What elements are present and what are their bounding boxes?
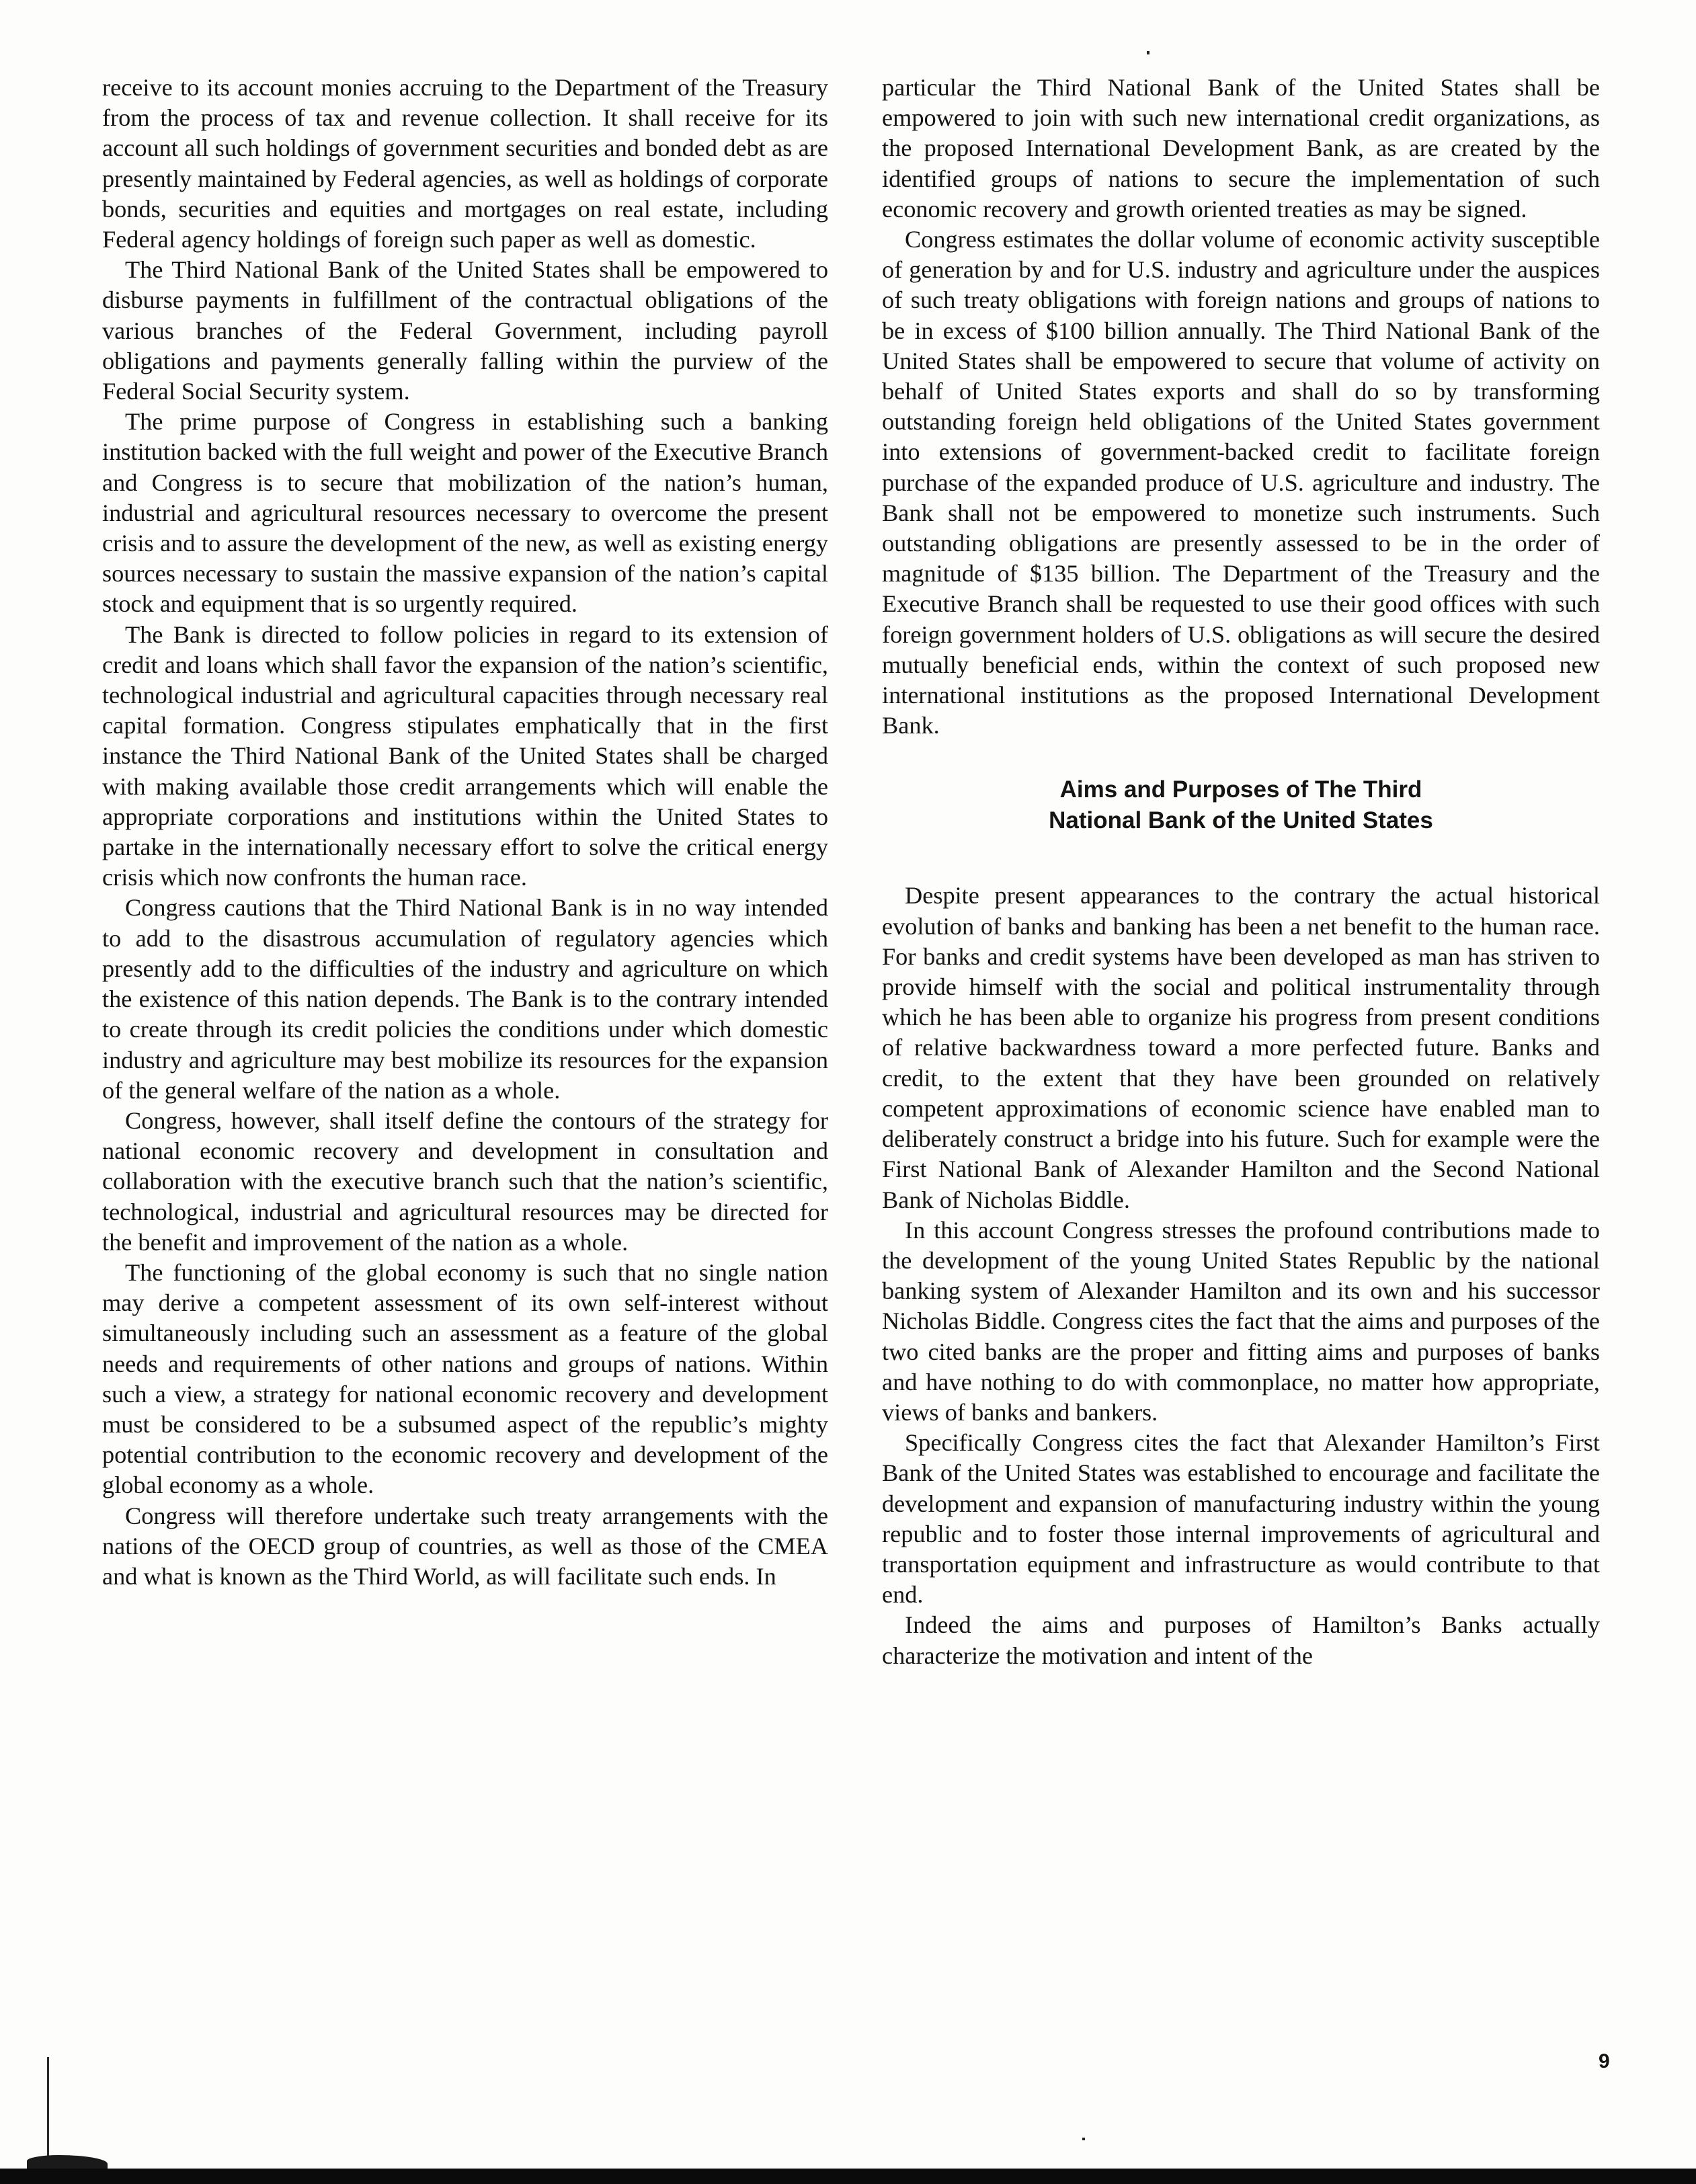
section-heading-line: National Bank of the United States: [1049, 807, 1433, 834]
paragraph: The prime purpose of Congress in establishing such a banking institution backed with the full weight and power of the Executive Branch and Congress is to secure that mobilization of the nation’s human, industrial and agricultural resources necessary to overcome the present crisis and to assure the development of the new, as well as existing energy sources necessary to sustain the massive expansion of the nation’s capital stock and equipment that is so urgently required.: [102, 408, 828, 618]
paragraph: Specifically Congress cites the fact that Alexander Hamilton’s First Bank of the United States was established to encourage and facilitate the development and expansion of manufacturing industry within the young republic and to foster those internal improvements of agricultural and transportation equipment and infrastructure as would contribute to that end.: [882, 1429, 1600, 1609]
paragraph: particular the Third National Bank of the United States shall be empowered to join with such new international credit organizations, as the proposed International Development Bank, as are created by the identified groups of nations to secure the implementation of such economic recovery and growth oriented treaties as may be signed.: [882, 74, 1600, 223]
paragraph: The functioning of the global economy is such that no single nation may derive a competent assessment of its own self-interest without simultaneously including such an assessment as a feature of the global needs and requirements of other nations and groups of nations. Within such a view, a strategy for national economic recovery and development must be considered to be a subsumed aspect of the republic’s mighty potential contribution to the economic recovery and development of the global economy as a whole.: [102, 1258, 828, 1499]
section-heading: [882, 774, 1600, 836]
paragraph: Congress, however, shall itself define the contours of the strategy for national economic recovery and development in consultation and collaboration with the executive branch such that the nation’s scientific, technological, industrial and agricultural resources may be directed for the benefit and improvement of the nation as a whole.: [102, 1106, 828, 1256]
scan-speck: [1147, 51, 1149, 54]
paragraph: The Third National Bank of the United States shall be empowered to disburse payments in fulfillment of the contractual obligations of the various branches of the Federal Government, including payroll obligations and payments generally falling within the purview of the Federal Social Security system.: [102, 256, 828, 405]
paragraph: Congress estimates the dollar volume of economic activity susceptible of generation by and for U.S. industry and agriculture under the auspices of such treaty obligations with foreign nations and groups of nations to be in excess of $100 billion annually. The Third National Bank of the United States shall be empowered to secure that volume of activity on behalf of United States exports and shall do so by transforming outstanding foreign held obligations of the United States government into extensions of government-backed credit to facilitate foreign purchase of the expanded produce of U.S. agriculture and industry. The Bank shall not be empowered to monetize such instruments. Such outstanding obligations are presently assessed to be in the order of magnitude of $135 billion. The Department of the Treasury and the Executive Branch shall be requested to use their good offices with such foreign government holders of U.S. obligations as will secure the desired mutually beneficial ends, within the context of such proposed new international institutions as the proposed International Development Bank.: [882, 226, 1600, 739]
scan-bottom-bar: [0, 2169, 1696, 2184]
paragraph: Congress will therefore undertake such treaty arrangements with the nations of the OECD group of countries, as well as those of the CMEA and what is known as the Third World, as will facilitate such ends. In: [102, 1502, 828, 1590]
right-column: [882, 73, 1600, 1671]
scan-speck: [1082, 2138, 1085, 2140]
paragraph: receive to its account monies accruing to the Department of the Treasury from the process of tax and revenue collection. It shall receive for its account all such holdings of government securities and bonded debt as are presently maintained by Federal agencies, as well as holdings of corporate bonds, securities and equities and mortgages on real estate, including Federal agency holdings of foreign such paper as well as domestic.: [102, 74, 828, 253]
paragraph: The Bank is directed to follow policies in regard to its extension of credit and loans which shall favor the expansion of the nation’s scientific, technological industrial and agricultural capacities through necessary real capital formation. Congress stipulates emphatically that in the first instance the Third National Bank of the United States shall be charged with making available those credit arrangements which will enable the appropriate corporations and institutions within the United States to partake in the internationally necessary effort to solve the critical energy crisis which now confronts the human race.: [102, 620, 828, 891]
paragraph: Congress cautions that the Third National Bank is in no way intended to add to the disastrous accumulation of regulatory agencies which presently add to the difficulties of the industry and agriculture on which the existence of this nation depends. The Bank is to the contrary intended to create through its credit policies the conditions under which domestic industry and agriculture may best mobilize its resources for the expansion of the general welfare of the nation as a whole.: [102, 894, 828, 1104]
paragraph: Indeed the aims and purposes of Hamilton’s Banks actually characterize the motivation and intent of the: [882, 1611, 1600, 1669]
scan-smudge: [27, 2155, 108, 2170]
scan-edge-line: [47, 2057, 49, 2158]
left-column: [102, 73, 828, 1592]
section-heading-line: Aims and Purposes of The Third: [1059, 776, 1422, 803]
paragraph: Despite present appearances to the contrary the actual historical evolution of banks and banking has been a net benefit to the human race. For banks and credit systems have been developed as man has striven to provide himself with the social and political instrumentality through which he has been able to organize his progress from present conditions of relative backwardness toward a more perfected future. Banks and credit, to the extent that they have been grounded on relatively competent approximations of economic science have enabled man to deliberately construct a bridge into his future. Such for example were the First National Bank of Alexander Hamilton and the Second National Bank of Nicholas Biddle.: [882, 882, 1600, 1213]
paragraph: In this account Congress stresses the profound contributions made to the development of the young United States Republic by the national banking system of Alexander Hamilton and its own and his successor Nicholas Biddle. Congress cites the fact that the aims and purposes of the two cited banks are the proper and fitting aims and purposes of banks and have nothing to do with commonplace, no matter how appropriate, views of banks and bankers.: [882, 1216, 1600, 1426]
page-number: 9: [1599, 2050, 1610, 2072]
